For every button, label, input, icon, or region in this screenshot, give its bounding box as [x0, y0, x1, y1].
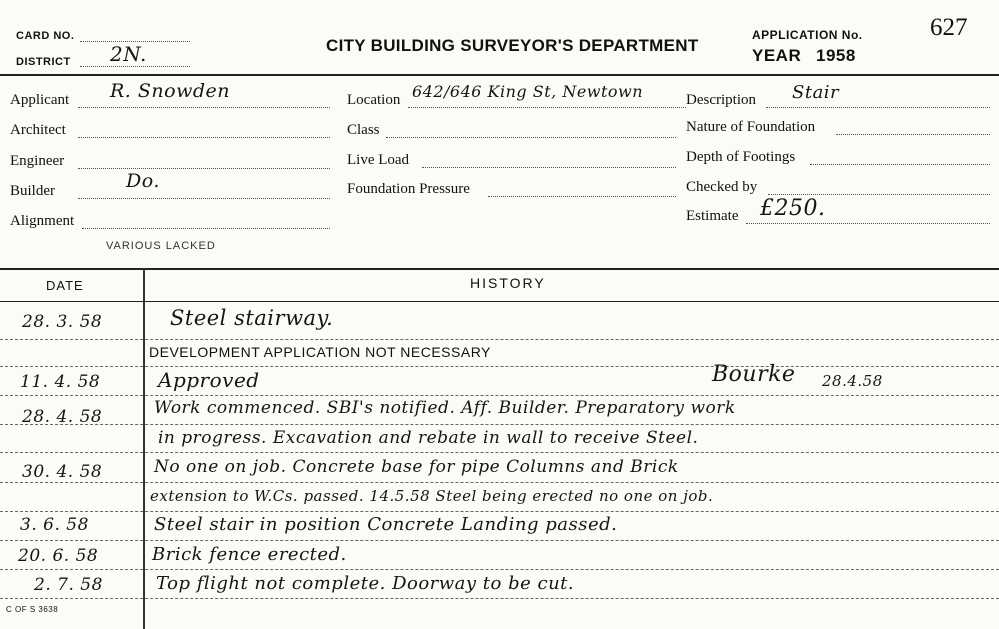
history-date: 20. 6. 58	[18, 546, 99, 566]
field-value: 642/646 King St, Newtown	[412, 82, 644, 101]
field-label: Builder	[10, 183, 55, 199]
field-label: Foundation Pressure	[347, 181, 470, 197]
footer-code: C OF S 3638	[6, 605, 59, 614]
history-text: Steel stair in position Concrete Landing passed.	[154, 514, 618, 535]
field-label: Description	[686, 92, 756, 108]
history-column-header: HISTORY	[470, 275, 546, 291]
history-date: 2. 7. 58	[34, 575, 103, 595]
application-no-value: 627	[930, 14, 968, 41]
year-label: YEAR	[752, 46, 802, 65]
alignment-note: VARIOUS LACKED	[106, 240, 216, 252]
history-text: Top flight not complete. Doorway to be cut.	[156, 573, 575, 594]
field-label: Engineer	[10, 153, 65, 169]
history-text: Approved	[158, 368, 260, 392]
history-text: No one on job. Concrete base for pipe Columns and Brick	[154, 457, 679, 477]
header-rule	[0, 74, 999, 76]
field-label: Live Load	[347, 152, 410, 168]
history-text: extension to W.Cs. passed. 14.5.58 Steel being erected no one on job.	[150, 487, 714, 505]
year-value: 1958	[816, 46, 856, 65]
history-date: 3. 6. 58	[20, 515, 89, 535]
date-column-divider	[143, 268, 145, 629]
history-text: Steel stairway.	[170, 306, 334, 330]
field-value: £250.	[760, 196, 826, 221]
field-label: Alignment	[10, 213, 75, 229]
card-no-label: CARD NO.	[16, 30, 75, 42]
field-label: Location	[347, 92, 401, 108]
date-column-header: DATE	[46, 278, 84, 293]
history-date: 30. 4. 58	[22, 462, 103, 482]
field-label: Depth of Footings	[686, 149, 796, 165]
history-text: in progress. Excavation and rebate in wall to receive Steel.	[158, 428, 699, 448]
district-line	[80, 66, 190, 67]
history-date: 11. 4. 58	[20, 372, 101, 392]
field-label: Estimate	[686, 208, 739, 224]
field-label: Checked by	[686, 179, 758, 195]
field-label: Architect	[10, 122, 66, 138]
history-date: 28. 3. 58	[22, 312, 103, 332]
field-value: Do.	[126, 170, 160, 192]
district-value: 2N.	[110, 42, 147, 66]
stamp-text: DEVELOPMENT APPLICATION NOT NECESSARY	[149, 344, 491, 360]
field-label: Nature of Foundation	[686, 119, 816, 135]
application-no-label: APPLICATION No.	[752, 28, 863, 42]
field-value: R. Snowden	[110, 80, 230, 102]
district-label: DISTRICT	[16, 56, 71, 68]
history-text: Work commenced. SBI's notified. Aff. Builder. Preparatory work	[154, 398, 736, 418]
signature-date: 28.4.58	[822, 372, 883, 390]
field-label: Applicant	[10, 92, 70, 108]
field-value: Stair	[792, 82, 840, 103]
history-text: Brick fence erected.	[152, 544, 347, 565]
approval-signature: Bourke	[712, 362, 796, 387]
department-title: CITY BUILDING SURVEYOR'S DEPARTMENT	[326, 36, 699, 55]
history-top-rule	[0, 268, 999, 270]
history-date: 28. 4. 58	[22, 407, 103, 427]
field-label: Class	[347, 122, 380, 138]
